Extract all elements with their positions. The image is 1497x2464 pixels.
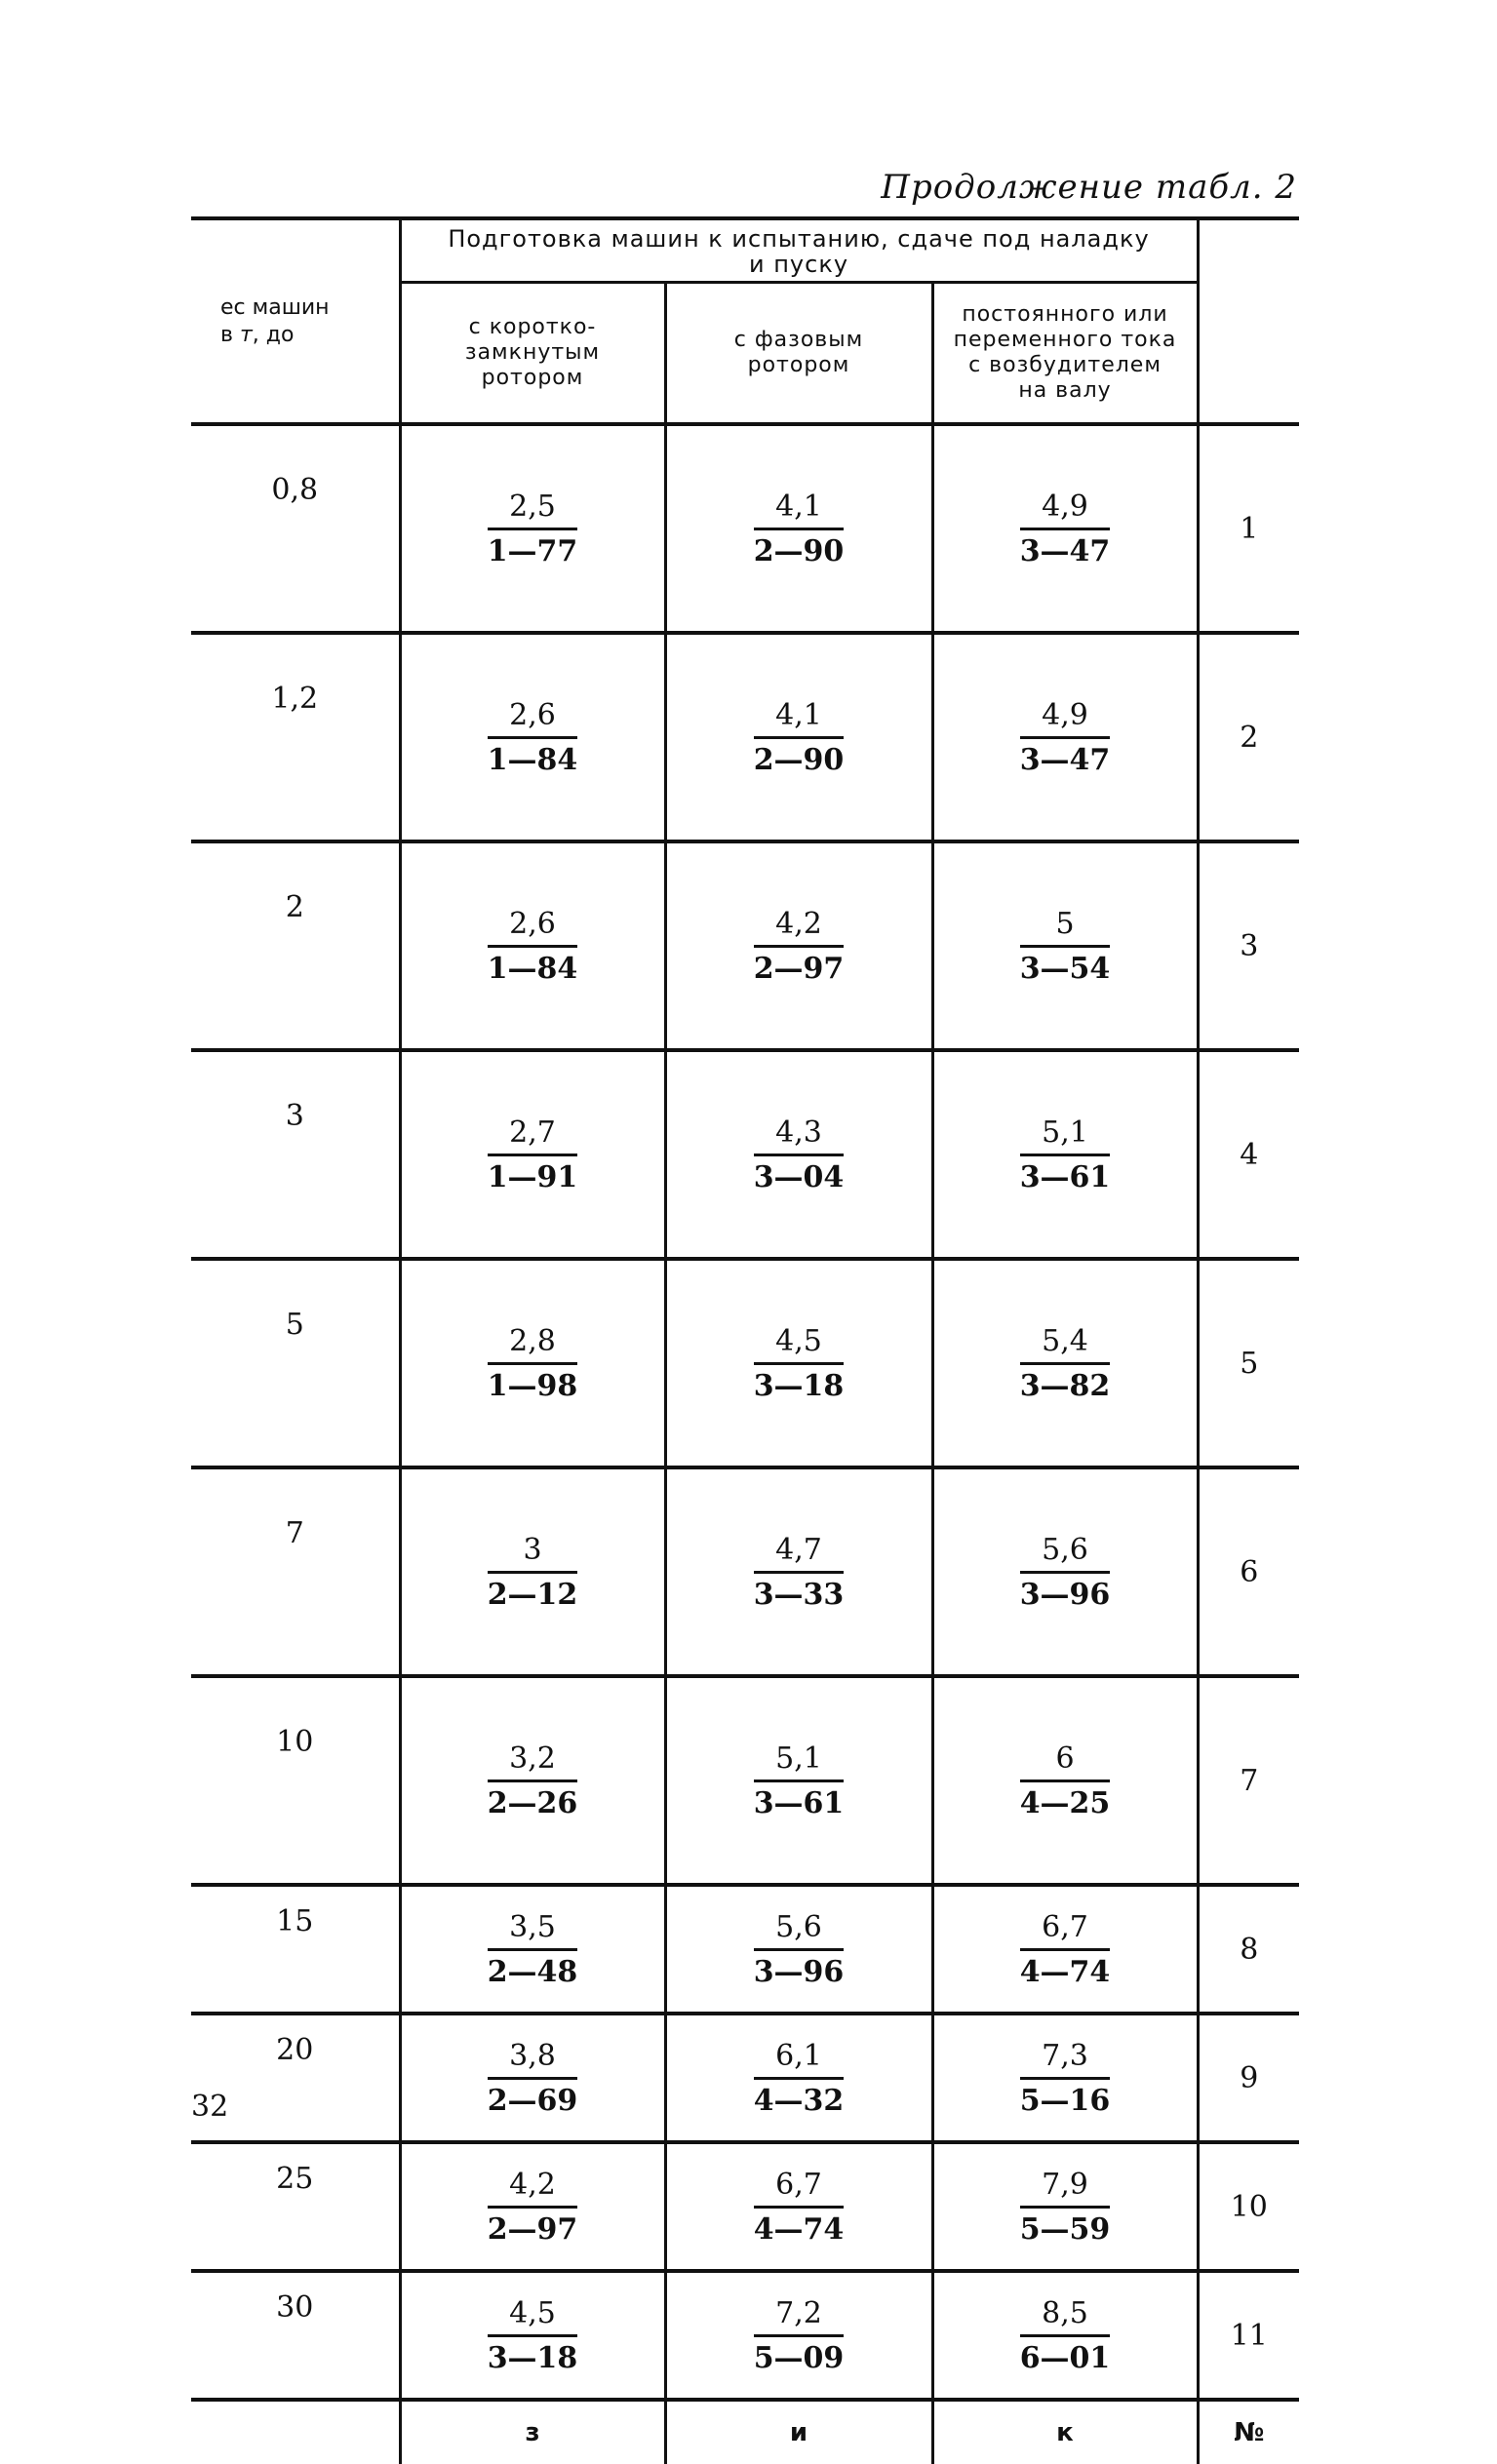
frac-numerator: 5 (1020, 907, 1111, 948)
col-z-header-line3: ротором (481, 366, 584, 390)
frac-denominator: 3—82 (1019, 1368, 1111, 1403)
frac-denominator: 3—61 (1019, 1159, 1111, 1194)
mass-header-line1: ес машин (220, 294, 330, 320)
frac-numerator: 6,1 (754, 2039, 845, 2080)
mass-cell: 2 (191, 841, 400, 1050)
rates-table (191, 216, 1299, 2464)
col-k-header-line3: с возбудителем (968, 353, 1162, 377)
cell-k (932, 1259, 1198, 1467)
frac-numerator: 4,7 (754, 1533, 845, 1574)
frac-numerator: 3,2 (488, 1741, 578, 1782)
mass-cell: 25 (191, 2142, 400, 2271)
mass-cell: 7 (191, 1467, 400, 1676)
frac-denominator: 2—12 (487, 1577, 578, 1612)
row-number: 1 (1198, 424, 1299, 633)
frac-numerator: 8,5 (1020, 2296, 1111, 2337)
frac-denominator: 4—74 (753, 2211, 845, 2247)
row-number: 3 (1198, 841, 1299, 1050)
row-number: 8 (1198, 1885, 1299, 2014)
col-k-header-line4: на валу (1018, 378, 1112, 403)
cell-i (665, 1885, 932, 2014)
frac-denominator: 1—84 (487, 742, 578, 777)
frac-numerator: 4,9 (1020, 489, 1111, 530)
cell-i (665, 2271, 932, 2400)
mass-cell: 10 (191, 1676, 400, 1885)
table-row (191, 1885, 1299, 2014)
col-k-header (932, 283, 1198, 425)
frac-denominator: 1—77 (487, 533, 578, 568)
frac-numerator: 2,8 (488, 1324, 578, 1365)
table-row (191, 1050, 1299, 1259)
frac-numerator: 7,3 (1020, 2039, 1111, 2080)
footer-empty-cell (191, 2400, 400, 2464)
table-row (191, 841, 1299, 1050)
frac-numerator: 6,7 (1020, 1910, 1111, 1951)
frac-denominator: 2—97 (753, 951, 845, 986)
cell-z (400, 2271, 665, 2400)
frac-denominator: 3—18 (753, 1368, 845, 1403)
cell-k (932, 2142, 1198, 2271)
col-k-header-line1: постоянного или (962, 302, 1168, 327)
cell-k (932, 841, 1198, 1050)
frac-denominator: 6—01 (1019, 2340, 1111, 2375)
mass-header-suffix: , до (252, 322, 295, 347)
col-i-header (665, 283, 932, 425)
col-i-header-line2: ротором (747, 353, 850, 377)
cell-i (665, 2142, 932, 2271)
frac-denominator: 5—09 (753, 2340, 845, 2375)
mass-header-unit: т (239, 322, 253, 347)
row-number: 2 (1198, 633, 1299, 841)
mass-cell: 30 (191, 2271, 400, 2400)
frac-numerator: 4,9 (1020, 698, 1111, 739)
frac-denominator: 5—59 (1019, 2211, 1111, 2247)
group-title-line2: и пуску (749, 251, 849, 278)
frac-numerator: 5,6 (1020, 1533, 1111, 1574)
cell-i (665, 841, 932, 1050)
footer-col-number: № (1198, 2400, 1299, 2464)
cell-k (932, 1885, 1198, 2014)
page-number: 32 (191, 2090, 229, 2124)
frac-numerator: 3,5 (488, 1910, 578, 1951)
frac-numerator: 7,9 (1020, 2168, 1111, 2209)
cell-k (932, 424, 1198, 633)
frac-denominator: 2—97 (487, 2211, 578, 2247)
mass-header-prefix: в (220, 322, 233, 347)
table-row (191, 424, 1299, 633)
group-header (400, 218, 1198, 283)
frac-denominator: 2—90 (753, 533, 845, 568)
frac-numerator: 3 (488, 1533, 578, 1574)
frac-denominator: 3—54 (1019, 951, 1111, 986)
frac-numerator: 5,6 (754, 1910, 845, 1951)
frac-numerator: 4,1 (754, 698, 845, 739)
frac-denominator: 3—04 (753, 1159, 845, 1194)
frac-denominator: 3—33 (753, 1577, 845, 1612)
cell-z (400, 633, 665, 841)
cell-i (665, 1676, 932, 1885)
row-number: 5 (1198, 1259, 1299, 1467)
frac-numerator: 5,4 (1020, 1324, 1111, 1365)
frac-denominator: 3—96 (1019, 1577, 1111, 1612)
frac-denominator: 3—61 (753, 1785, 845, 1820)
footer-col-i: и (665, 2400, 932, 2464)
cell-i (665, 1259, 932, 1467)
frac-denominator: 3—47 (1019, 533, 1111, 568)
row-number: 7 (1198, 1676, 1299, 1885)
cell-z (400, 1885, 665, 2014)
row-number: 11 (1198, 2271, 1299, 2400)
table-row (191, 633, 1299, 841)
frac-numerator: 4,2 (488, 2168, 578, 2209)
mass-cell: 20 (191, 2014, 400, 2142)
row-number: 10 (1198, 2142, 1299, 2271)
frac-numerator: 6,7 (754, 2168, 845, 2209)
cell-z (400, 2014, 665, 2142)
footer-col-k: к (932, 2400, 1198, 2464)
cell-i (665, 633, 932, 841)
frac-numerator: 2,5 (488, 489, 578, 530)
frac-numerator: 3,8 (488, 2039, 578, 2080)
table-header-row (191, 218, 1299, 283)
frac-denominator: 2—26 (487, 1785, 578, 1820)
cell-i (665, 424, 932, 633)
cell-z (400, 424, 665, 633)
frac-denominator: 3—18 (487, 2340, 578, 2375)
frac-denominator: 2—90 (753, 742, 845, 777)
frac-numerator: 2,7 (488, 1115, 578, 1156)
mass-column-header (191, 218, 400, 424)
frac-numerator: 2,6 (488, 907, 578, 948)
frac-numerator: 4,5 (754, 1324, 845, 1365)
col-i-header-line1: с фазовым (733, 328, 864, 352)
mass-cell: 5 (191, 1259, 400, 1467)
frac-denominator: 3—96 (753, 1954, 845, 1989)
cell-k (932, 1050, 1198, 1259)
frac-denominator: 5—16 (1019, 2083, 1111, 2118)
frac-numerator: 4,1 (754, 489, 845, 530)
cell-z (400, 841, 665, 1050)
cell-z (400, 1050, 665, 1259)
frac-denominator: 2—48 (487, 1954, 578, 1989)
frac-numerator: 7,2 (754, 2296, 845, 2337)
frac-denominator: 1—91 (487, 1159, 578, 1194)
cell-z (400, 1259, 665, 1467)
frac-denominator: 3—47 (1019, 742, 1111, 777)
frac-numerator: 2,6 (488, 698, 578, 739)
table-footer-row (191, 2400, 1299, 2464)
footer-col-z: з (400, 2400, 665, 2464)
frac-numerator: 6 (1020, 1741, 1111, 1782)
col-z-header-line2: замкнутым (464, 340, 601, 365)
cell-k (932, 2271, 1198, 2400)
table-row (191, 2142, 1299, 2271)
frac-numerator: 5,1 (1020, 1115, 1111, 1156)
cell-k (932, 1467, 1198, 1676)
frac-numerator: 5,1 (754, 1741, 845, 1782)
mass-cell: 1,2 (191, 633, 400, 841)
frac-denominator: 4—74 (1019, 1954, 1111, 1989)
row-number: 4 (1198, 1050, 1299, 1259)
table-continuation-heading: Продолжение табл. 2 (881, 168, 1297, 207)
frac-denominator: 1—84 (487, 951, 578, 986)
table-row (191, 1467, 1299, 1676)
mass-cell: 0,8 (191, 424, 400, 633)
cell-z (400, 1467, 665, 1676)
frac-numerator: 4,2 (754, 907, 845, 948)
frac-denominator: 4—32 (753, 2083, 845, 2118)
row-number: 6 (1198, 1467, 1299, 1676)
cell-z (400, 1676, 665, 1885)
col-k-header-line2: переменного тока (953, 328, 1177, 352)
frac-denominator: 4—25 (1019, 1785, 1111, 1820)
col-z-header (400, 283, 665, 425)
table-row (191, 1259, 1299, 1467)
group-title-line1: Подготовка машин к испытанию, сдаче под наладку (448, 225, 1150, 253)
cell-k (932, 2014, 1198, 2142)
cell-k (932, 633, 1198, 841)
table-row (191, 1676, 1299, 1885)
number-column-header (1198, 218, 1299, 424)
mass-cell: 15 (191, 1885, 400, 2014)
cell-k (932, 1676, 1198, 1885)
cell-i (665, 1050, 932, 1259)
col-z-header-line1: с коротко- (468, 315, 597, 339)
cell-i (665, 1467, 932, 1676)
table-row (191, 2014, 1299, 2142)
cell-z (400, 2142, 665, 2271)
cell-i (665, 2014, 932, 2142)
row-number: 9 (1198, 2014, 1299, 2142)
mass-cell: 3 (191, 1050, 400, 1259)
frac-numerator: 4,5 (488, 2296, 578, 2337)
table-row (191, 2271, 1299, 2400)
frac-denominator: 1—98 (487, 1368, 578, 1403)
frac-numerator: 4,3 (754, 1115, 845, 1156)
frac-denominator: 2—69 (487, 2083, 578, 2118)
